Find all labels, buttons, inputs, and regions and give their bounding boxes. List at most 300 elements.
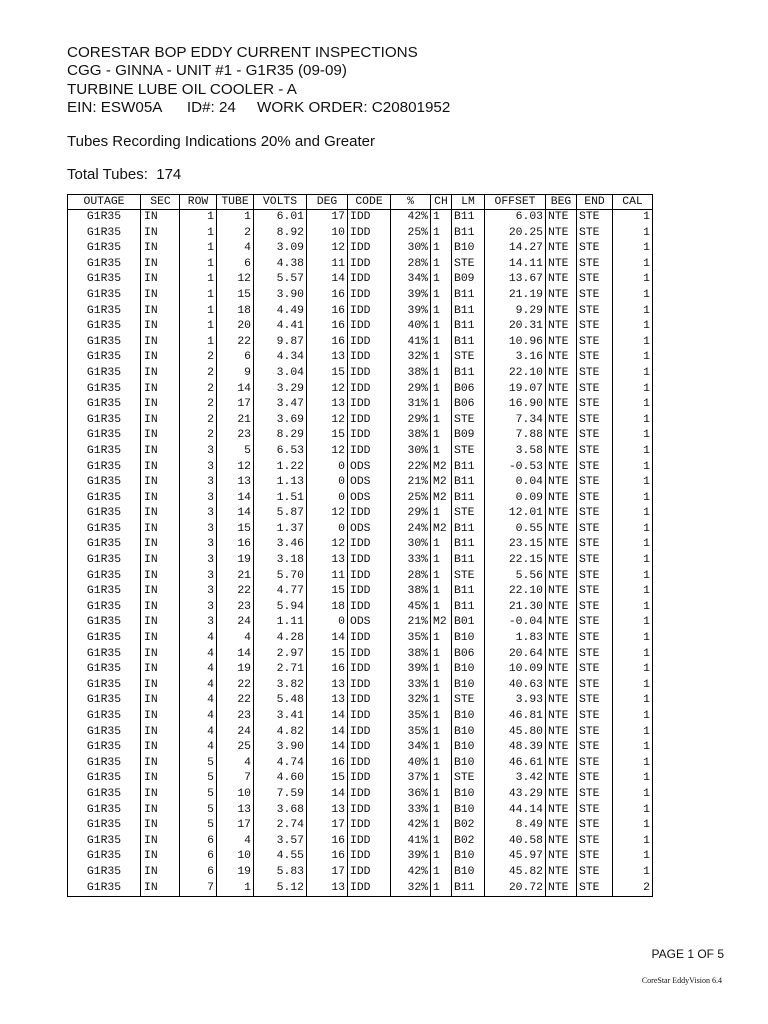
table-cell: STE [577,709,613,725]
table-cell: STE [577,319,613,335]
table-cell: ODS [348,460,391,476]
table-cell: NTE [546,288,577,304]
table-cell: 1 [431,366,452,382]
table-row [68,709,653,725]
table-cell: STE [452,413,485,429]
table-cell: G1R35 [68,350,141,366]
table-cell: M2 [431,491,452,507]
total-tubes-value: 174 [156,166,182,183]
table-cell: 1 [613,865,653,881]
table-cell: 0 [307,491,348,507]
table-row [68,522,653,538]
table-cell: 1 [431,693,452,709]
table-cell: 29% [391,506,431,522]
table-cell: NTE [546,569,577,585]
table-cell: IN [141,257,180,273]
column-header: OUTAGE [68,195,141,210]
table-cell: IDD [348,350,391,366]
table-cell: IN [141,756,180,772]
table-cell: 14 [307,631,348,647]
table-row [68,881,653,897]
table-cell: 1 [431,350,452,366]
table-cell: 1 [431,849,452,865]
table-cell: G1R35 [68,740,141,756]
table-cell: IN [141,678,180,694]
table-cell: 3 [180,569,217,585]
id-label: ID#: [186,99,215,117]
table-cell: 16 [307,849,348,865]
table-cell: G1R35 [68,257,141,273]
table-cell: 1 [180,257,217,273]
table-cell: B10 [452,678,485,694]
table-cell: 33% [391,678,431,694]
table-cell: 34% [391,740,431,756]
table-cell: G1R35 [68,771,141,787]
table-row [68,444,653,460]
table-cell: IN [141,803,180,819]
table-cell: IN [141,413,180,429]
table-row [68,756,653,772]
table-cell: 3 [180,553,217,569]
table-cell: 0.04 [485,475,546,491]
table-cell: B10 [452,865,485,881]
table-cell: 1 [613,397,653,413]
table-cell: G1R35 [68,803,141,819]
table-cell: IDD [348,771,391,787]
total-tubes [67,166,181,183]
table-cell: 19 [217,865,254,881]
table-cell: NTE [546,241,577,257]
table-cell: 22 [217,584,254,600]
table-cell: G1R35 [68,865,141,881]
table-cell: STE [577,600,613,616]
table-cell: NTE [546,397,577,413]
table-cell: IDD [348,725,391,741]
table-cell: 22.10 [485,584,546,600]
table-cell: 16 [307,834,348,850]
table-row [68,272,653,288]
table-cell: G1R35 [68,382,141,398]
table-row [68,397,653,413]
table-cell: 0 [307,522,348,538]
table-cell: 13.67 [485,272,546,288]
table-cell: 38% [391,366,431,382]
table-cell: 12 [307,413,348,429]
column-header: LM [452,195,485,210]
table-cell: B11 [452,460,485,476]
table-cell: STE [577,537,613,553]
table-cell: 10.09 [485,662,546,678]
table-row [68,460,653,476]
page-number: PAGE 1 OF 5 [651,947,724,961]
table-cell: 13 [307,553,348,569]
table-cell: STE [577,615,613,631]
table-cell: 1 [431,834,452,850]
table-row [68,803,653,819]
table-cell: 43.29 [485,787,546,803]
table-cell: 4.41 [254,319,307,335]
table-cell: 12.01 [485,506,546,522]
table-cell: B11 [452,537,485,553]
table-cell: 4 [217,834,254,850]
table-row [68,553,653,569]
table-cell: 1 [613,522,653,538]
table-cell: IN [141,350,180,366]
table-row [68,288,653,304]
table-row [68,740,653,756]
table-row [68,849,653,865]
table-cell: 3 [180,584,217,600]
table-row [68,241,653,257]
table-cell: 13 [307,881,348,897]
table-cell: 36% [391,787,431,803]
table-cell: G1R35 [68,444,141,460]
table-cell: IDD [348,584,391,600]
table-cell: 12 [217,272,254,288]
table-cell: IN [141,693,180,709]
table-cell: NTE [546,226,577,242]
table-cell: 1 [613,600,653,616]
table-cell: G1R35 [68,787,141,803]
table-cell: IDD [348,226,391,242]
table-row [68,771,653,787]
table-cell: 12 [307,241,348,257]
table-cell: 7.88 [485,428,546,444]
table-cell: B09 [452,272,485,288]
table-cell: 42% [391,865,431,881]
table-cell: 10 [307,226,348,242]
table-cell: 17 [217,397,254,413]
table-cell: 19 [217,553,254,569]
table-cell: IDD [348,537,391,553]
table-cell: 24 [217,725,254,741]
table-row [68,475,653,491]
table-cell: 5.94 [254,600,307,616]
table-cell: G1R35 [68,725,141,741]
table-cell: 1.22 [254,460,307,476]
table-cell: 23.15 [485,537,546,553]
table-cell: STE [577,491,613,507]
table-cell: 39% [391,288,431,304]
table-cell: 25% [391,491,431,507]
table-cell: 22% [391,460,431,476]
table-cell: IN [141,647,180,663]
table-cell: 16.90 [485,397,546,413]
table-cell: 20.31 [485,319,546,335]
table-cell: ODS [348,491,391,507]
table-cell: 3.18 [254,553,307,569]
table-cell: 1 [613,413,653,429]
table-cell: 15 [307,771,348,787]
table-cell: 1 [431,803,452,819]
table-cell: 1 [613,475,653,491]
table-cell: 1 [613,537,653,553]
table-cell: 25 [217,740,254,756]
table-cell: 13 [307,693,348,709]
table-cell: G1R35 [68,226,141,242]
table-cell: IDD [348,428,391,444]
table-cell: 1 [613,272,653,288]
table-cell: 46.61 [485,756,546,772]
table-cell: 42% [391,818,431,834]
table-cell: 2 [180,428,217,444]
table-cell: 1 [613,319,653,335]
table-cell: B11 [452,226,485,242]
table-row [68,693,653,709]
table-cell: B10 [452,662,485,678]
table-cell: STE [452,444,485,460]
table-cell: NTE [546,631,577,647]
table-cell: G1R35 [68,709,141,725]
table-cell: B09 [452,428,485,444]
table-cell: 1.51 [254,491,307,507]
table-row [68,647,653,663]
table-cell: G1R35 [68,600,141,616]
table-cell: 22 [217,335,254,351]
table-cell: STE [577,506,613,522]
table-row [68,226,653,242]
table-cell: STE [577,584,613,600]
table-cell: 16 [307,304,348,320]
table-cell: NTE [546,257,577,273]
table-cell: 3.58 [485,444,546,460]
table-cell: 3.46 [254,537,307,553]
table-cell: -0.53 [485,460,546,476]
table-cell: B11 [452,584,485,600]
table-cell: 3 [180,491,217,507]
table-cell: 1 [431,304,452,320]
table-cell: 2.71 [254,662,307,678]
table-cell: 2 [613,881,653,897]
table-cell: STE [577,210,613,226]
table-cell: 3.90 [254,288,307,304]
table-cell: IN [141,241,180,257]
table-cell: G1R35 [68,647,141,663]
table-cell: 0.55 [485,522,546,538]
table-cell: 5.56 [485,569,546,585]
work-order-value: C20801952 [371,99,451,117]
table-cell: STE [577,662,613,678]
table-cell: IN [141,709,180,725]
table-cell: STE [577,272,613,288]
table-cell: 13 [307,350,348,366]
table-cell: 23 [217,600,254,616]
table-cell: 20 [217,319,254,335]
column-header: END [577,195,613,210]
table-row [68,584,653,600]
table-cell: 10 [217,787,254,803]
table-cell: 1 [431,678,452,694]
table-cell: B11 [452,881,485,897]
table-row [68,678,653,694]
table-cell: 5 [180,771,217,787]
table-cell: IDD [348,444,391,460]
table-cell: NTE [546,834,577,850]
table-cell: 14 [307,709,348,725]
table-cell: G1R35 [68,319,141,335]
table-cell: 1 [431,257,452,273]
table-cell: B11 [452,210,485,226]
table-cell: 1 [613,709,653,725]
table-cell: B02 [452,818,485,834]
report-subtitle: Tubes Recording Indications 20% and Greater [67,133,375,150]
table-cell: IN [141,382,180,398]
table-cell: 4.77 [254,584,307,600]
table-cell: G1R35 [68,834,141,850]
column-header: OFFSET [485,195,546,210]
table-cell: 14 [307,740,348,756]
table-cell: 40% [391,319,431,335]
table-cell: STE [577,771,613,787]
table-cell: NTE [546,678,577,694]
table-cell: 5 [180,756,217,772]
table-cell: 32% [391,350,431,366]
table-cell: 8.92 [254,226,307,242]
table-cell: 1 [431,631,452,647]
header-line-company: CORESTAR BOP EDDY CURRENT INSPECTIONS [67,44,418,61]
table-cell: STE [577,428,613,444]
table-cell: NTE [546,584,577,600]
table-row [68,865,653,881]
table-cell: STE [577,257,613,273]
table-cell: B10 [452,241,485,257]
table-cell: 1 [613,226,653,242]
table-header [68,195,653,210]
table-cell: G1R35 [68,491,141,507]
table-cell: 5.70 [254,569,307,585]
table-cell: IN [141,881,180,897]
table-cell: 3.90 [254,740,307,756]
table-cell: 21% [391,475,431,491]
table-cell: IDD [348,631,391,647]
table-cell: 2 [180,366,217,382]
table-cell: 1 [431,210,452,226]
table-cell: G1R35 [68,413,141,429]
table-cell: 5.12 [254,881,307,897]
table-cell: IDD [348,881,391,897]
table-cell: 1 [431,382,452,398]
table-cell: NTE [546,725,577,741]
table-cell: 1 [613,506,653,522]
table-cell: STE [577,740,613,756]
report-header [67,44,450,118]
table-cell: NTE [546,818,577,834]
table-cell: G1R35 [68,662,141,678]
table-cell: 1 [431,600,452,616]
header-line-ids [67,99,450,117]
table-cell: B11 [452,366,485,382]
table-cell: 1 [431,444,452,460]
table-cell: 1 [180,288,217,304]
table-cell: 1 [613,631,653,647]
table-cell: 45.97 [485,849,546,865]
table-cell: 1 [180,335,217,351]
table-cell: 0 [307,460,348,476]
table-cell: G1R35 [68,693,141,709]
table-cell: 2 [180,382,217,398]
table-cell: STE [577,397,613,413]
table-cell: NTE [546,475,577,491]
table-row [68,257,653,273]
column-header: TUBE [217,195,254,210]
table-cell: G1R35 [68,522,141,538]
table-cell: 25% [391,226,431,242]
table-cell: 21.19 [485,288,546,304]
table-cell: 4 [180,709,217,725]
table-cell: 35% [391,709,431,725]
table-cell: B11 [452,304,485,320]
table-cell: IN [141,849,180,865]
table-cell: 40.58 [485,834,546,850]
table-cell: 6.53 [254,444,307,460]
table-row [68,725,653,741]
table-cell: 4 [180,631,217,647]
table-cell: IN [141,725,180,741]
table-cell: 3.47 [254,397,307,413]
table-cell: 1 [431,226,452,242]
table-row [68,428,653,444]
table-cell: 1 [613,818,653,834]
table-cell: NTE [546,460,577,476]
table-cell: 4 [180,678,217,694]
table-cell: 1 [613,491,653,507]
table-cell: G1R35 [68,553,141,569]
table-cell: IN [141,740,180,756]
table-cell: 12 [307,444,348,460]
table-cell: 0 [307,475,348,491]
table-cell: 22 [217,678,254,694]
table-cell: G1R35 [68,756,141,772]
table-row [68,382,653,398]
table-cell: IDD [348,569,391,585]
table-cell: B10 [452,740,485,756]
table-cell: 7.59 [254,787,307,803]
table-cell: 17 [307,210,348,226]
table-cell: 5 [180,803,217,819]
table-row [68,631,653,647]
table-cell: STE [577,881,613,897]
table-cell: 1 [613,366,653,382]
table-row [68,506,653,522]
table-cell: 3.82 [254,678,307,694]
table-cell: 21% [391,615,431,631]
table-cell: IDD [348,787,391,803]
table-cell: 4 [217,241,254,257]
table-cell: B06 [452,647,485,663]
table-row [68,491,653,507]
table-cell: 1 [180,319,217,335]
table-cell: 5 [180,787,217,803]
table-cell: STE [452,257,485,273]
table-cell: 40.63 [485,678,546,694]
table-cell: 3 [180,506,217,522]
table-cell: 15 [307,647,348,663]
table-cell: 16 [307,319,348,335]
table-cell: 12 [307,506,348,522]
table-cell: 5.87 [254,506,307,522]
table-cell: NTE [546,319,577,335]
table-cell: 21 [217,413,254,429]
table-cell: B11 [452,553,485,569]
table-cell: IN [141,537,180,553]
table-cell: 1 [180,226,217,242]
table-cell: 45.82 [485,865,546,881]
table-cell: B06 [452,397,485,413]
table-cell: NTE [546,849,577,865]
table-cell: ODS [348,475,391,491]
table-cell: 23 [217,428,254,444]
table-cell: 19 [217,662,254,678]
